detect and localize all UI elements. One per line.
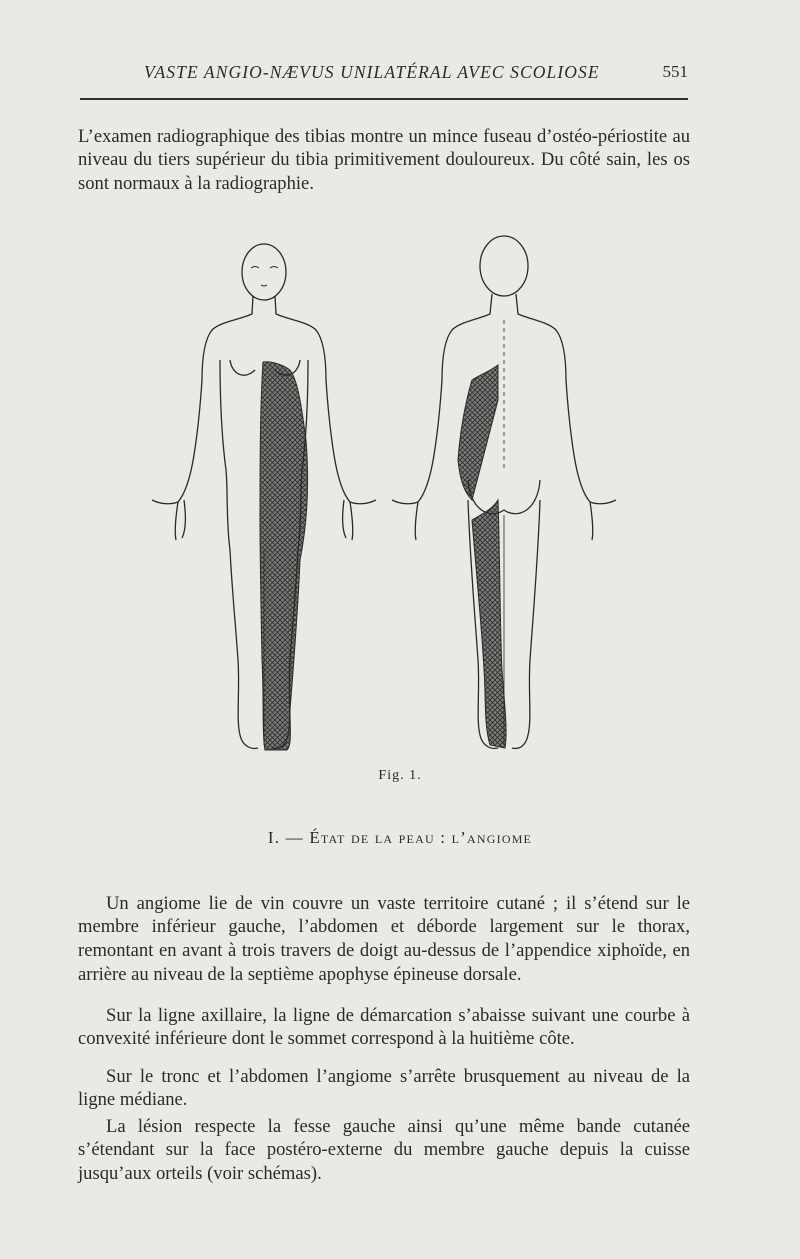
back-view-figure <box>392 236 616 748</box>
front-view-figure <box>152 244 376 750</box>
page-number: 551 <box>662 62 688 81</box>
paragraph-radiography: L’examen radiographique des tibias montre un mince fuseau d’ostéo-périostite au niveau du tiers supérieur du tibia primitivement douloureux. Du côté sain, les os sont normaux à la radiographie. <box>78 125 690 194</box>
paragraph-angioma-extent: Un angiome lie de vin couvre un vaste territoire cutané ; il s’étend sur le membre inférieur gauche, l’abdomen et déborde largement sur le thorax, remontant en avant à trois travers de doigt au-dessus de l’appendice xiphoïde, en arrière au niveau de la septième apophyse épineuse dorsale. <box>78 892 690 985</box>
section-heading: I. — État de la peau : l’angiome <box>267 828 533 847</box>
paragraph-spared-area: La lésion respecte la fesse gauche ainsi qu’une même bande cutanée s’étendant sur la face postéro-externe du membre gauche depuis la cuisse jusqu’aux orteils (voir schémas). <box>78 1115 690 1184</box>
front-angioma-area <box>260 362 308 750</box>
figure-caption: Fig. 1. <box>378 768 422 783</box>
running-head <box>80 62 688 90</box>
header-rule <box>80 98 688 100</box>
paragraph-midline: Sur le tronc et l’abdomen l’angiome s’arrête brusquement au niveau de la ligne médiane. <box>78 1065 690 1111</box>
back-angioma-leg <box>472 500 506 748</box>
angioma-body-figure <box>140 230 620 765</box>
back-angioma-upper <box>458 365 498 500</box>
paragraph-axillary-line: Sur la ligne axillaire, la ligne de démarcation s’abaisse suivant une courbe à convexité inférieure dont le sommet correspond à la huitième côte. <box>78 1004 690 1050</box>
running-title: VASTE ANGIO-NÆVUS UNILATÉRAL AVEC SCOLIOSE <box>144 62 600 82</box>
